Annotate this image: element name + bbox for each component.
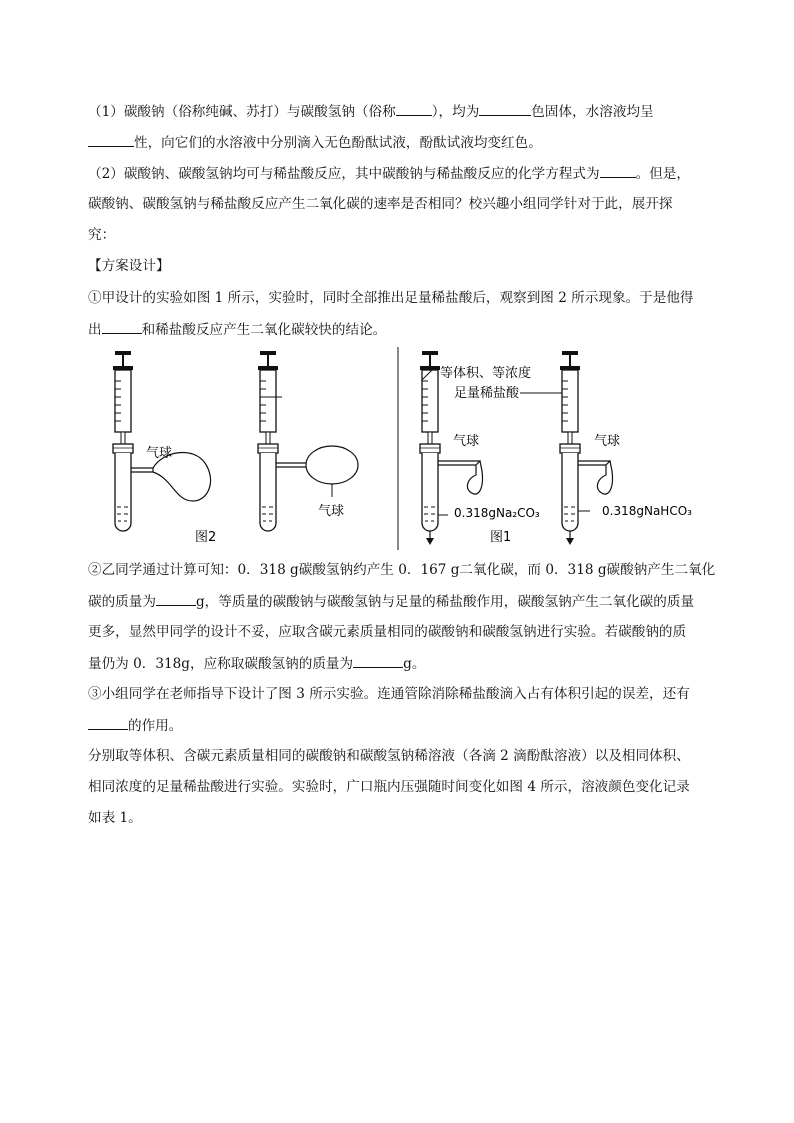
text: （2）碳酸钠、碳酸氢钠均可与稀盐酸反应，其中碳酸钠与稀盐酸反应的化学方程式为 [88,166,600,182]
text: 的作用。 [128,718,183,734]
fig2-balloon-label-left: 气球 [146,446,173,461]
step2-line1: ②乙同学通过计算可知：0．318 g碳酸氢钠约产生 0．167 g二氧化碳，而 0．318 g碳酸钠产生二氧化 [88,562,716,578]
text: 和稀盐酸反应产生二氧化碳较快的结论。 [141,322,387,338]
answer-blank[interactable] [102,319,142,334]
step2-line4 [88,653,425,674]
q1-line1 [88,101,654,122]
step3-line2 [88,715,182,736]
final-line2: 相同浓度的足量稀盐酸进行实验。实验时，广口瓶内压强随时间变化如图 4 所示，溶液颜色变化记录 [88,779,690,795]
text: 色固体，水溶液均呈 [531,104,654,120]
answer-blank[interactable] [156,591,196,606]
right-sample-label: 0.318gNaHCO₃ [602,504,692,518]
fig1-balloon-label-right: 气球 [594,434,621,449]
answer-blank[interactable] [353,653,403,668]
fig1-balloon-label-left: 气球 [453,434,480,449]
step2-line2 [88,591,694,612]
answer-blank[interactable] [479,101,531,116]
text: 性，向它们的水溶液中分别滴入无色酚酞试液，酚酞试液均变红色。 [134,135,542,151]
apparatus-figure [100,345,710,555]
answer-blank[interactable] [600,163,636,178]
section-title: 【方案设计】 [88,258,170,274]
text: （1）碳酸钠（俗称纯碱、苏打）与碳酸氢钠（俗称 [88,104,396,120]
fig2-caption: 图2 [195,530,217,545]
step1-line1: ①甲设计的实验如图 1 所示，实验时，同时全部推出足量稀盐酸后，观察到图 2 所示现象。于是他得 [88,290,694,306]
acid-label-2: 足量稀盐酸 [454,386,520,401]
text: 出 [88,322,102,338]
answer-blank[interactable] [396,101,432,116]
final-line1: 分别取等体积、含碳元素质量相同的碳酸钠和碳酸氢钠稀溶液（各滴 2 滴酚酞溶液）以及相同体积、 [88,748,690,764]
text: g，等质量的碳酸钠与碳酸氢钠与足量的稀盐酸作用，碳酸氢钠产生二氧化碳的质量 [195,594,695,610]
q2-line2: 碳酸钠、碳酸氢钠与稀盐酸反应产生二氧化碳的速率是否相同？校兴趣小组同学针对于此，展开探 [88,196,673,212]
step1-line2 [88,319,386,340]
q2-line3: 究： [88,227,116,243]
text: 。但是， [635,166,690,182]
final-line3: 如表 1。 [88,810,142,826]
answer-blank[interactable] [88,132,134,147]
fig2-balloon-label-right: 气球 [318,504,345,519]
step3-line1: ③小组同学在老师指导下设计了图 3 所示实验。连通管除消除稀盐酸滴入占有体积引起的误差，还有 [88,686,690,702]
q1-line2 [88,132,542,153]
left-sample-label: 0.318gNa₂CO₃ [454,506,540,520]
text: 量仍为 0．318g，应称取碳酸氢钠的质量为 [88,656,354,672]
step2-line3: 更多，显然甲同学的设计不妥，应取含碳元素质量相同的碳酸钠和碳酸氢钠进行实验。若碳酸钠的质 [88,624,687,640]
fig1-caption: 图1 [490,530,512,545]
answer-blank[interactable] [88,715,128,730]
text: ），均为 [431,104,480,120]
text: g。 [403,656,426,672]
fig2-left-apparatus [113,351,211,531]
text: 碳的质量为 [88,594,156,610]
acid-label-1: 等体积、等浓度 [440,366,532,381]
q2-line1 [88,163,690,184]
